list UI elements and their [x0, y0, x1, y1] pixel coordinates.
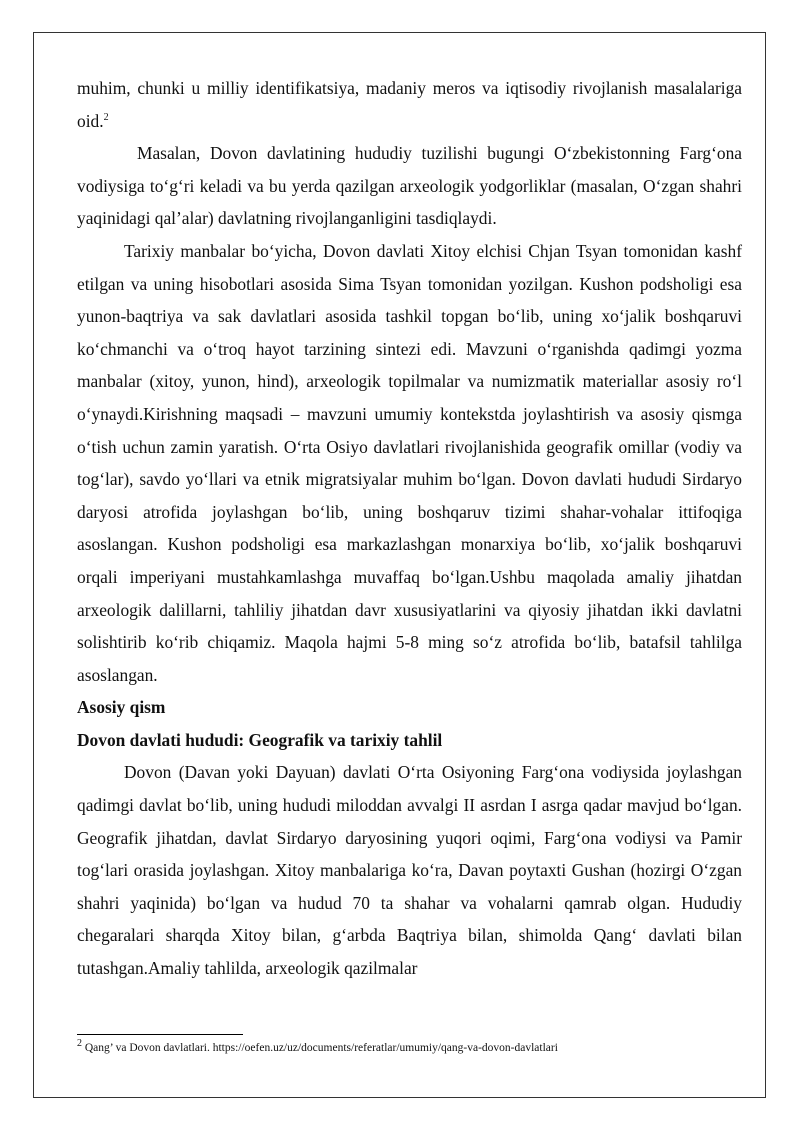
footnote-text: Qang’ va Dovon davlatlari. https://oefen.uz/uz/documents/referatlar/umumiy/qang-va-dovon-davlatlari	[82, 1042, 558, 1054]
paragraph-1-text: muhim, chunki u milliy identifikatsiya, madaniy meros va iqtisodiy rivojlanish masalalariga oid.	[77, 78, 742, 131]
footnote-separator	[77, 1034, 243, 1035]
paragraph-4: Dovon (Davan yoki Dayuan) davlati O‘rta Osiyoning Farg‘ona vodiysida joylashgan qadimgi davlat bo‘lib, uning hududi miloddan avvalgi II asrdan I asrga qadar mavjud bo‘lgan. Geografik jihatdan, davlat Sirdaryo daryosining yuqori oqimi, Farg‘ona vodiysi va Pamir tog‘lari orasida joylashgan. Xitoy manbalariga ko‘ra, Davan poytaxti Gushan (hozirgi O‘zgan shahri yaqinida) bo‘lgan va hudud 70 ta shahar va vohalarni qamrab olgan. Hududiy chegaralari sharqda Xitoy bilan, g‘arbda Baqtriya bilan, shimolda Qang‘ davlati bilan tutashgan.Amaliy tahlilda, arxeologik qazilmalar	[77, 762, 742, 979]
footnote	[77, 1038, 742, 1055]
footnote-ref: 2	[103, 111, 109, 123]
sub-heading: Dovon davlati hududi: Geografik va tarixiy tahlil	[77, 729, 443, 750]
paragraph-1	[77, 72, 742, 137]
page-body	[77, 72, 742, 985]
section-heading: Asosiy qism	[77, 697, 166, 718]
paragraph-2: Masalan, Dovon davlatining hududiy tuzilishi bugungi O‘zbekistonning Farg‘ona vodiysiga to‘g‘ri keladi va bu yerda qazilgan arxeologik yodgorliklar (masalan, O‘zgan shahri yaqinidagi qal’alar) davlatning rivojlanganligini tasdiqlaydi.	[77, 143, 742, 229]
paragraph-3: Tarixiy manbalar bo‘yicha, Dovon davlati Xitoy elchisi Chjan Tsyan tomonidan kashf etilgan va uning hisobotlari asosida Sima Tsyan tomonidan yozilgan. Kushon podsholigi esa yunon-baqtriya va sak davlatlari asosida tashkil topgan bo‘lib, uning xo‘jalik boshqaruvi ko‘chmanchi va o‘troq hayot tarzining sintezi edi. Mavzuni o‘rganishda qadimgi yozma manbalar (xitoy, yunon, hind), arxeologik topilmalar va numizmatik materiallar asosiy ro‘l o‘ynaydi.Kirishning maqsadi – mavzuni umumiy kontekstda joylashtirish va asosiy qismga o‘tish uchun zamin yaratish. O‘rta Osiyo davlatlari rivojlanishida geografik omillar (vodiy va tog‘lar), savdo yo‘llari va etnik migratsiyalar muhim bo‘lgan. Dovon davlati hududi Sirdaryo daryosi atrofida joylashgan bo‘lib, uning boshqaruv tizimi shahar-vohalar ittifoqiga asoslangan. Kushon podsholigi esa markazlashgan monarxiya bo‘lib, xo‘jalik boshqaruvi orqali imperiyani mustahkamlashga muvaffaq bo‘lgan.Ushbu maqolada amaliy jihatdan arxeologik dalillarni, tahliliy jihatdan davr xususiyatlarini va qiyosiy jihatdan ikki davlatni solishtirib ko‘rib chiqamiz. Maqola hajmi 5-8 ming so‘z atrofida bo‘lib, batafsil tahlilga asoslangan.	[77, 240, 742, 685]
footnote-number: 2	[77, 1038, 82, 1050]
